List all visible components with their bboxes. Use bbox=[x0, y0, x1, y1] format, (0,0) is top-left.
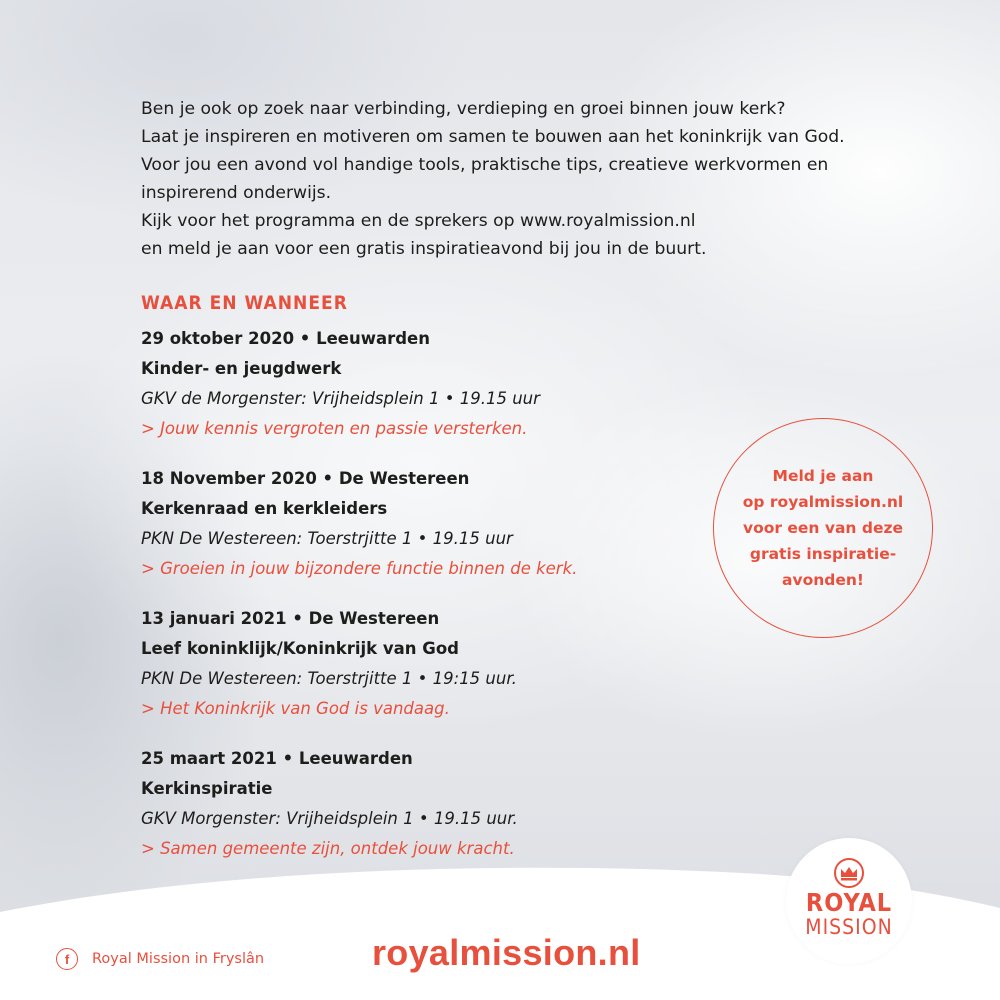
website-link[interactable]: royalmission.nl bbox=[372, 932, 641, 973]
event-item bbox=[141, 604, 741, 724]
signup-callout-line: avonden! bbox=[782, 571, 864, 589]
signup-callout-line: Meld je aan bbox=[772, 467, 874, 485]
signup-callout-line: gratis inspiratie- bbox=[749, 545, 897, 563]
signup-callout-line: op royalmission.nl bbox=[742, 493, 904, 511]
intro-text bbox=[141, 95, 941, 263]
event-tagline: > Jouw kennis vergroten en passie versterken. bbox=[141, 419, 528, 438]
royal-mission-logo bbox=[786, 838, 912, 964]
event-date: 25 maart 2021 • Leeuwarden bbox=[141, 749, 413, 768]
event-item bbox=[141, 324, 741, 444]
logo-wordmark-royal: ROYAL bbox=[805, 888, 893, 917]
event-location: GKV Morgenster: Vrijheidsplein 1 • 19.15 uur. bbox=[141, 809, 518, 828]
event-item bbox=[141, 744, 741, 864]
crown-icon bbox=[833, 858, 865, 888]
event-title: Kinder- en jeugdwerk bbox=[141, 359, 342, 378]
event-title: Leef koninklijk/Koninkrijk van God bbox=[141, 639, 459, 658]
facebook-label: Royal Mission in Fryslân bbox=[92, 951, 265, 967]
event-location: PKN De Westereen: Toerstrjitte 1 • 19:15 uur. bbox=[141, 669, 517, 688]
intro-line: Ben je ook op zoek naar verbinding, verdieping en groei binnen jouw kerk? bbox=[141, 99, 786, 119]
event-date: 13 januari 2021 • De Westereen bbox=[141, 609, 440, 628]
facebook-link[interactable] bbox=[56, 948, 264, 970]
logo-wordmark-mission: MISSION bbox=[805, 915, 893, 939]
event-location: GKV de Morgenster: Vrijheidsplein 1 • 19.15 uur bbox=[141, 389, 540, 408]
signup-callout bbox=[713, 418, 933, 638]
event-title: Kerkinspiratie bbox=[141, 779, 273, 798]
section-heading: WAAR EN WANNEER bbox=[141, 292, 348, 314]
intro-line: inspirerend onderwijs. bbox=[141, 183, 332, 203]
intro-line: Laat je inspireren en motiveren om samen te bouwen aan het koninkrijk van God. bbox=[141, 127, 845, 147]
event-location: PKN De Westereen: Toerstrjitte 1 • 19.15 uur bbox=[141, 529, 513, 548]
intro-line: en meld je aan voor een gratis inspiratieavond bij jou in de buurt. bbox=[141, 239, 707, 259]
event-date: 18 November 2020 • De Westereen bbox=[141, 469, 470, 488]
event-tagline: > Het Koninkrijk van God is vandaag. bbox=[141, 699, 450, 718]
intro-line: Kijk voor het programma en de sprekers op www.royalmission.nl bbox=[141, 211, 696, 231]
event-title: Kerkenraad en kerkleiders bbox=[141, 499, 388, 518]
event-list bbox=[141, 324, 741, 884]
event-item bbox=[141, 464, 741, 584]
event-tagline: > Samen gemeente zijn, ontdek jouw kracht. bbox=[141, 839, 515, 858]
facebook-icon: f bbox=[56, 948, 78, 970]
intro-line: Voor jou een avond vol handige tools, praktische tips, creatieve werkvormen en bbox=[141, 155, 829, 175]
event-date: 29 oktober 2020 • Leeuwarden bbox=[141, 329, 430, 348]
signup-callout-line: voor een van deze bbox=[742, 519, 904, 537]
event-tagline: > Groeien in jouw bijzondere functie binnen de kerk. bbox=[141, 559, 578, 578]
